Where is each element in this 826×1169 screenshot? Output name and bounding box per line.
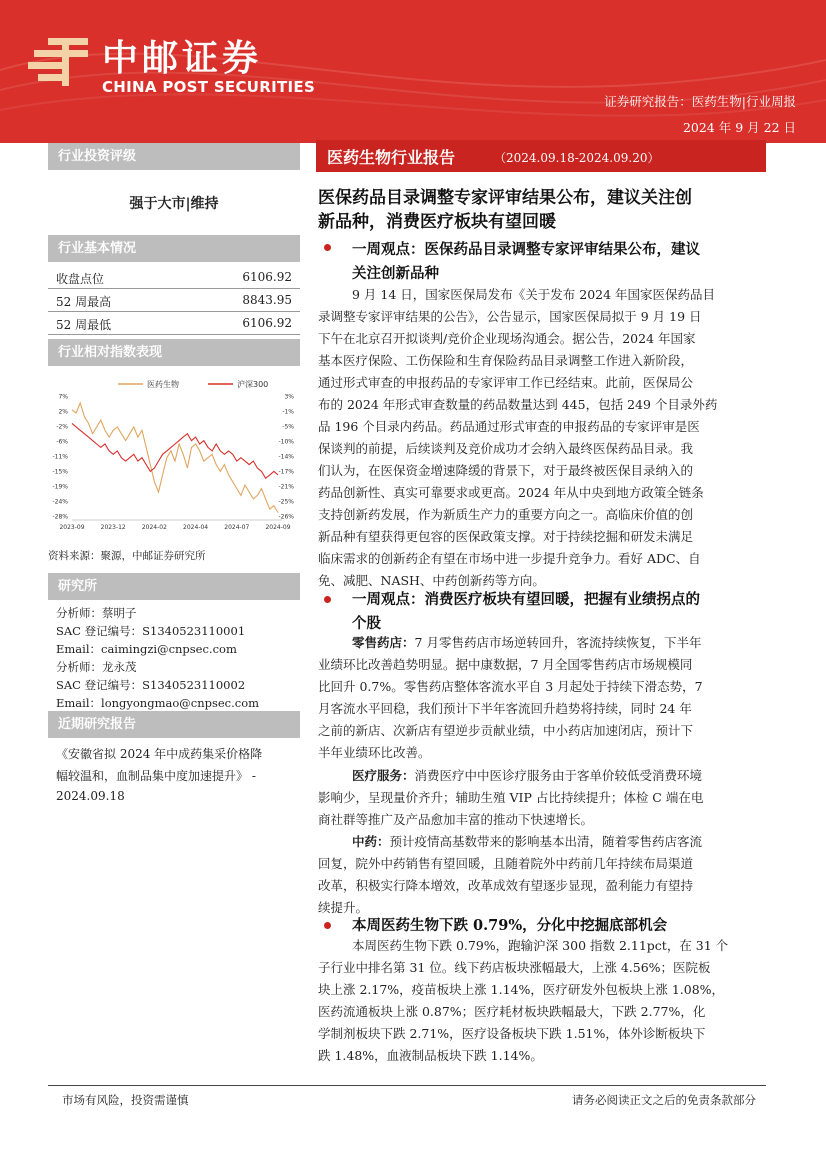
section1-paragraph-line: 药品创新性、真实可靠要求或更高。2024 年从中央到地方政策全链条 xyxy=(318,485,704,500)
rating-header: 行业投资评级 xyxy=(48,143,300,170)
brand-name-en: CHINA POST SECURITIES xyxy=(102,78,316,96)
medical-line: 医疗服务：消费医疗中中医诊疗服务由于客单价较低受消费环境 xyxy=(352,768,703,783)
tcm-paragraph-line: 改革，积极实行降本增效，改革成效有望逐步显现，盈利能力有望持 xyxy=(318,878,694,893)
tcm-paragraph-line: 续提升。 xyxy=(318,900,369,915)
x-tick-label: 2024-02 xyxy=(141,524,167,531)
band-date-range: （2024.09.18-2024.09.20） xyxy=(494,151,660,165)
section1-paragraph-line: 们认为，在医保资金增速降缓的背景下，对于最终被医保目录纳入的 xyxy=(318,463,694,478)
y-tick-label-right: -25% xyxy=(278,498,294,506)
section3-heading: 本周医药生物下跌 0.79%，分化中挖掘底部机会 xyxy=(352,917,668,934)
y-tick-label: 2% xyxy=(58,408,68,416)
x-tick-label: 2024-07 xyxy=(224,524,250,531)
report-type: 证券研究报告：医药生物|行业周报 xyxy=(604,94,796,109)
headline-line: 医保药品目录调整专家评审结果公布，建议关注创 xyxy=(318,188,692,208)
y-tick-label-right: -14% xyxy=(278,453,294,461)
section1-paragraph-line: 保谈判的前提，后续谈判及竞价成功才会纳入最终医保药品目录。我 xyxy=(318,441,694,456)
section1-paragraph-line: 通过形式审查的申报药品的专家评审工作已经结束。此前，医保局公 xyxy=(318,375,694,390)
retail-paragraph-line: 业绩环比改善趋势明显。据中康数据，7 月全国零售药店市场规模同 xyxy=(318,657,693,672)
tcm-label: 中药： xyxy=(352,834,390,849)
section3-paragraph-line: 跌 1.48%，血液制品板块下跌 1.14%。 xyxy=(318,1048,543,1063)
section1-paragraph-line: 下午在北京召开拟谈判/竞价企业现场沟通会。据公告，2024 年国家 xyxy=(318,331,696,346)
footer-disclaimer: 请务必阅读正文之后的免责条款部分 xyxy=(572,1093,756,1107)
footer-risk-note: 市场有风险，投资需谨慎 xyxy=(62,1093,189,1107)
y-tick-label-right: -10% xyxy=(278,438,294,446)
section1-paragraph-line: 新品种有望获得更包容的医保政策支撑。对于持续挖掘和研发未满足 xyxy=(318,529,694,544)
retail-line: 零售药店：7 月零售药店市场逆转回升，客流持续恢复，下半年 xyxy=(352,635,702,650)
retail-label: 零售药店： xyxy=(352,635,415,650)
industry-rating: 强于大市|维持 xyxy=(129,196,219,212)
basics-row: 52 周最低 6106.92 xyxy=(56,316,292,332)
section1-paragraph-line: 品 196 个目录内药品。药品通过形式审查的申报药品的专家评审是医 xyxy=(318,419,700,434)
chart-legend xyxy=(118,379,268,389)
y-tick-label: -6% xyxy=(56,438,68,446)
section1-paragraph-line: 基本医疗保险、工伤保险和生育保险药品目录调整工作进入新阶段， xyxy=(318,353,694,368)
y-tick-label-right: -5% xyxy=(282,423,294,431)
recent-report-link[interactable]: 《安徽省拟 2024 年中成药集采价格降 xyxy=(56,747,263,761)
bullet-icon xyxy=(324,596,331,603)
retail-paragraph-line: 月客流水平回稳，我们预计下半年客流回升趋势将持续，同时 24 年 xyxy=(318,701,692,716)
recent-header: 近期研究报告 xyxy=(48,711,300,738)
section3-paragraph-line: 子行业中排名第 31 位。线下药店板块涨幅最大，上涨 4.56%；医院板 xyxy=(318,960,711,975)
section3-paragraph-line: 医药流通板块上涨 0.87%；医疗耗材板块跌幅最大，下跌 2.77%，化 xyxy=(318,1004,706,1019)
analyst-email[interactable]: Email：longyongmao@cnpsec.com xyxy=(56,696,260,710)
series-line-0 xyxy=(72,403,278,513)
y-tick-label-right: 3% xyxy=(284,393,294,401)
section1-heading: 一周观点：医保药品目录调整专家评审结果公布，建议 xyxy=(352,241,700,258)
medical-paragraph-line: 影响少，呈现量价齐升；辅助生殖 VIP 占比持续提升；体检 C 端在电 xyxy=(318,790,704,805)
series-line-1 xyxy=(72,423,278,478)
section1-paragraph-line: 支持创新药发展，作为新质生产力的重要方向之一。高临床价值的创 xyxy=(318,507,694,522)
report-header xyxy=(0,0,826,143)
basics-row: 收盘点位 6106.92 xyxy=(56,270,292,286)
y-tick-label: -24% xyxy=(52,498,68,506)
y-tick-label-right: -17% xyxy=(278,468,294,476)
section3-paragraph-line: 块上涨 2.17%，疫苗板块上涨 1.14%，医疗研发外包板块上涨 1.08%， xyxy=(318,982,725,997)
section1-paragraph-line: 临床需求的创新药企有望在市场中进一步提升竞争力。看好 ADC、自 xyxy=(318,551,701,566)
y-tick-label-right: -21% xyxy=(278,483,294,491)
y-tick-label: -15% xyxy=(52,468,68,476)
y-tick-label: -2% xyxy=(56,423,68,431)
section1-paragraph-line: 免、减肥、NASH、中药创新药等方向。 xyxy=(318,573,545,588)
footer-rule xyxy=(48,1085,766,1086)
china-post-logo-icon xyxy=(28,36,92,88)
analyst-line: 分析师：蔡明子 xyxy=(56,606,137,620)
recent-report-link[interactable]: 幅较温和，血制品集中度加速提升》 - xyxy=(56,769,256,783)
retail-paragraph-line: 比回升 0.7%。零售药店整体客流水平自 3 月起处于持续下滑态势，7 xyxy=(318,679,703,694)
basics-row: 52 周最高 8843.95 xyxy=(56,293,292,309)
legend-label-hs300: 沪深300 xyxy=(237,380,269,389)
x-tick-label: 2023-12 xyxy=(100,524,126,531)
analyst-line: 分析师：龙永茂 xyxy=(56,660,137,674)
section1-paragraph-line: 9 月 14 日，国家医保局发布《关于发布 2024 年国家医保药品目 xyxy=(352,287,716,302)
medical-paragraph-line: 商社群等推广及产品愈加丰富的推动下快速增长。 xyxy=(318,812,594,827)
section1-paragraph-line: 录调整专家评审结果的公告》，公告显示，国家医保局拟于 9 月 19 日 xyxy=(318,309,702,324)
x-tick-label: 2024-09 xyxy=(265,524,291,531)
y-tick-label-right: -26% xyxy=(278,513,294,521)
section3-paragraph-line: 学制剂板块下跌 2.71%，医疗设备板块下跌 1.51%，体外诊断板块下 xyxy=(318,1026,706,1041)
y-tick-label: -19% xyxy=(52,483,68,491)
section3-paragraph-line: 本周医药生物下跌 0.79%，跑输沪深 300 指数 2.11pct，在 31 个 xyxy=(352,938,729,953)
section1-heading: 关注创新品种 xyxy=(352,265,439,282)
chart-source: 资料来源：聚源，中邮证券研究所 xyxy=(48,550,206,562)
section2-heading: 个股 xyxy=(352,615,381,632)
relative-index-chart xyxy=(48,370,300,540)
medical-label: 医疗服务： xyxy=(352,768,415,783)
retail-paragraph-line: 之前的新店、次新店有望逆步贡献业绩，中小药店加速闭店，预计下 xyxy=(318,723,694,738)
analyst-line: SAC 登记编号：S1340523110002 xyxy=(56,678,246,692)
index-header: 行业相对指数表现 xyxy=(48,339,300,366)
legend-label-pharma: 医药生物 xyxy=(147,380,179,389)
report-title-band xyxy=(316,140,766,172)
section1-paragraph-line: 布的 2024 年形式审查数量的药品数量达到 445，包括 249 个目录外药 xyxy=(318,397,718,412)
basics-header: 行业基本情况 xyxy=(48,235,300,262)
y-tick-label: 7% xyxy=(58,393,68,401)
institute-header: 研究所 xyxy=(48,573,300,600)
band-title: 医药生物行业报告 xyxy=(327,148,456,167)
y-tick-label: -28% xyxy=(52,513,68,521)
tcm-line: 中药：预计疫情高基数带来的影响基本出清，随着零售药店客流 xyxy=(352,834,703,849)
retail-paragraph-line: 半年业绩环比改善。 xyxy=(318,745,431,760)
brand-name-cn: 中邮证券 xyxy=(102,38,263,79)
recent-report-date: 2024.09.18 xyxy=(56,789,125,803)
report-date: 2024 年 9 月 22 日 xyxy=(682,120,796,135)
bullet-icon xyxy=(324,922,331,929)
x-tick-label: 2024-04 xyxy=(183,524,209,531)
analyst-line: SAC 登记编号：S1340523110001 xyxy=(56,624,246,638)
bullet-icon xyxy=(324,244,331,251)
analyst-email[interactable]: Email：caimingzi@cnpsec.com xyxy=(56,642,237,656)
x-tick-label: 2023-09 xyxy=(59,524,85,531)
headline-line: 新品种，消费医疗板块有望回暖 xyxy=(318,212,556,232)
tcm-paragraph-line: 回复，院外中药销售有望回暖，且随着院外中药前几年持续布局渠道 xyxy=(318,856,694,871)
section2-heading: 一周观点：消费医疗板块有望回暖，把握有业绩拐点的 xyxy=(352,591,700,608)
y-tick-label-right: -1% xyxy=(282,408,294,416)
y-tick-label: -11% xyxy=(52,453,68,461)
